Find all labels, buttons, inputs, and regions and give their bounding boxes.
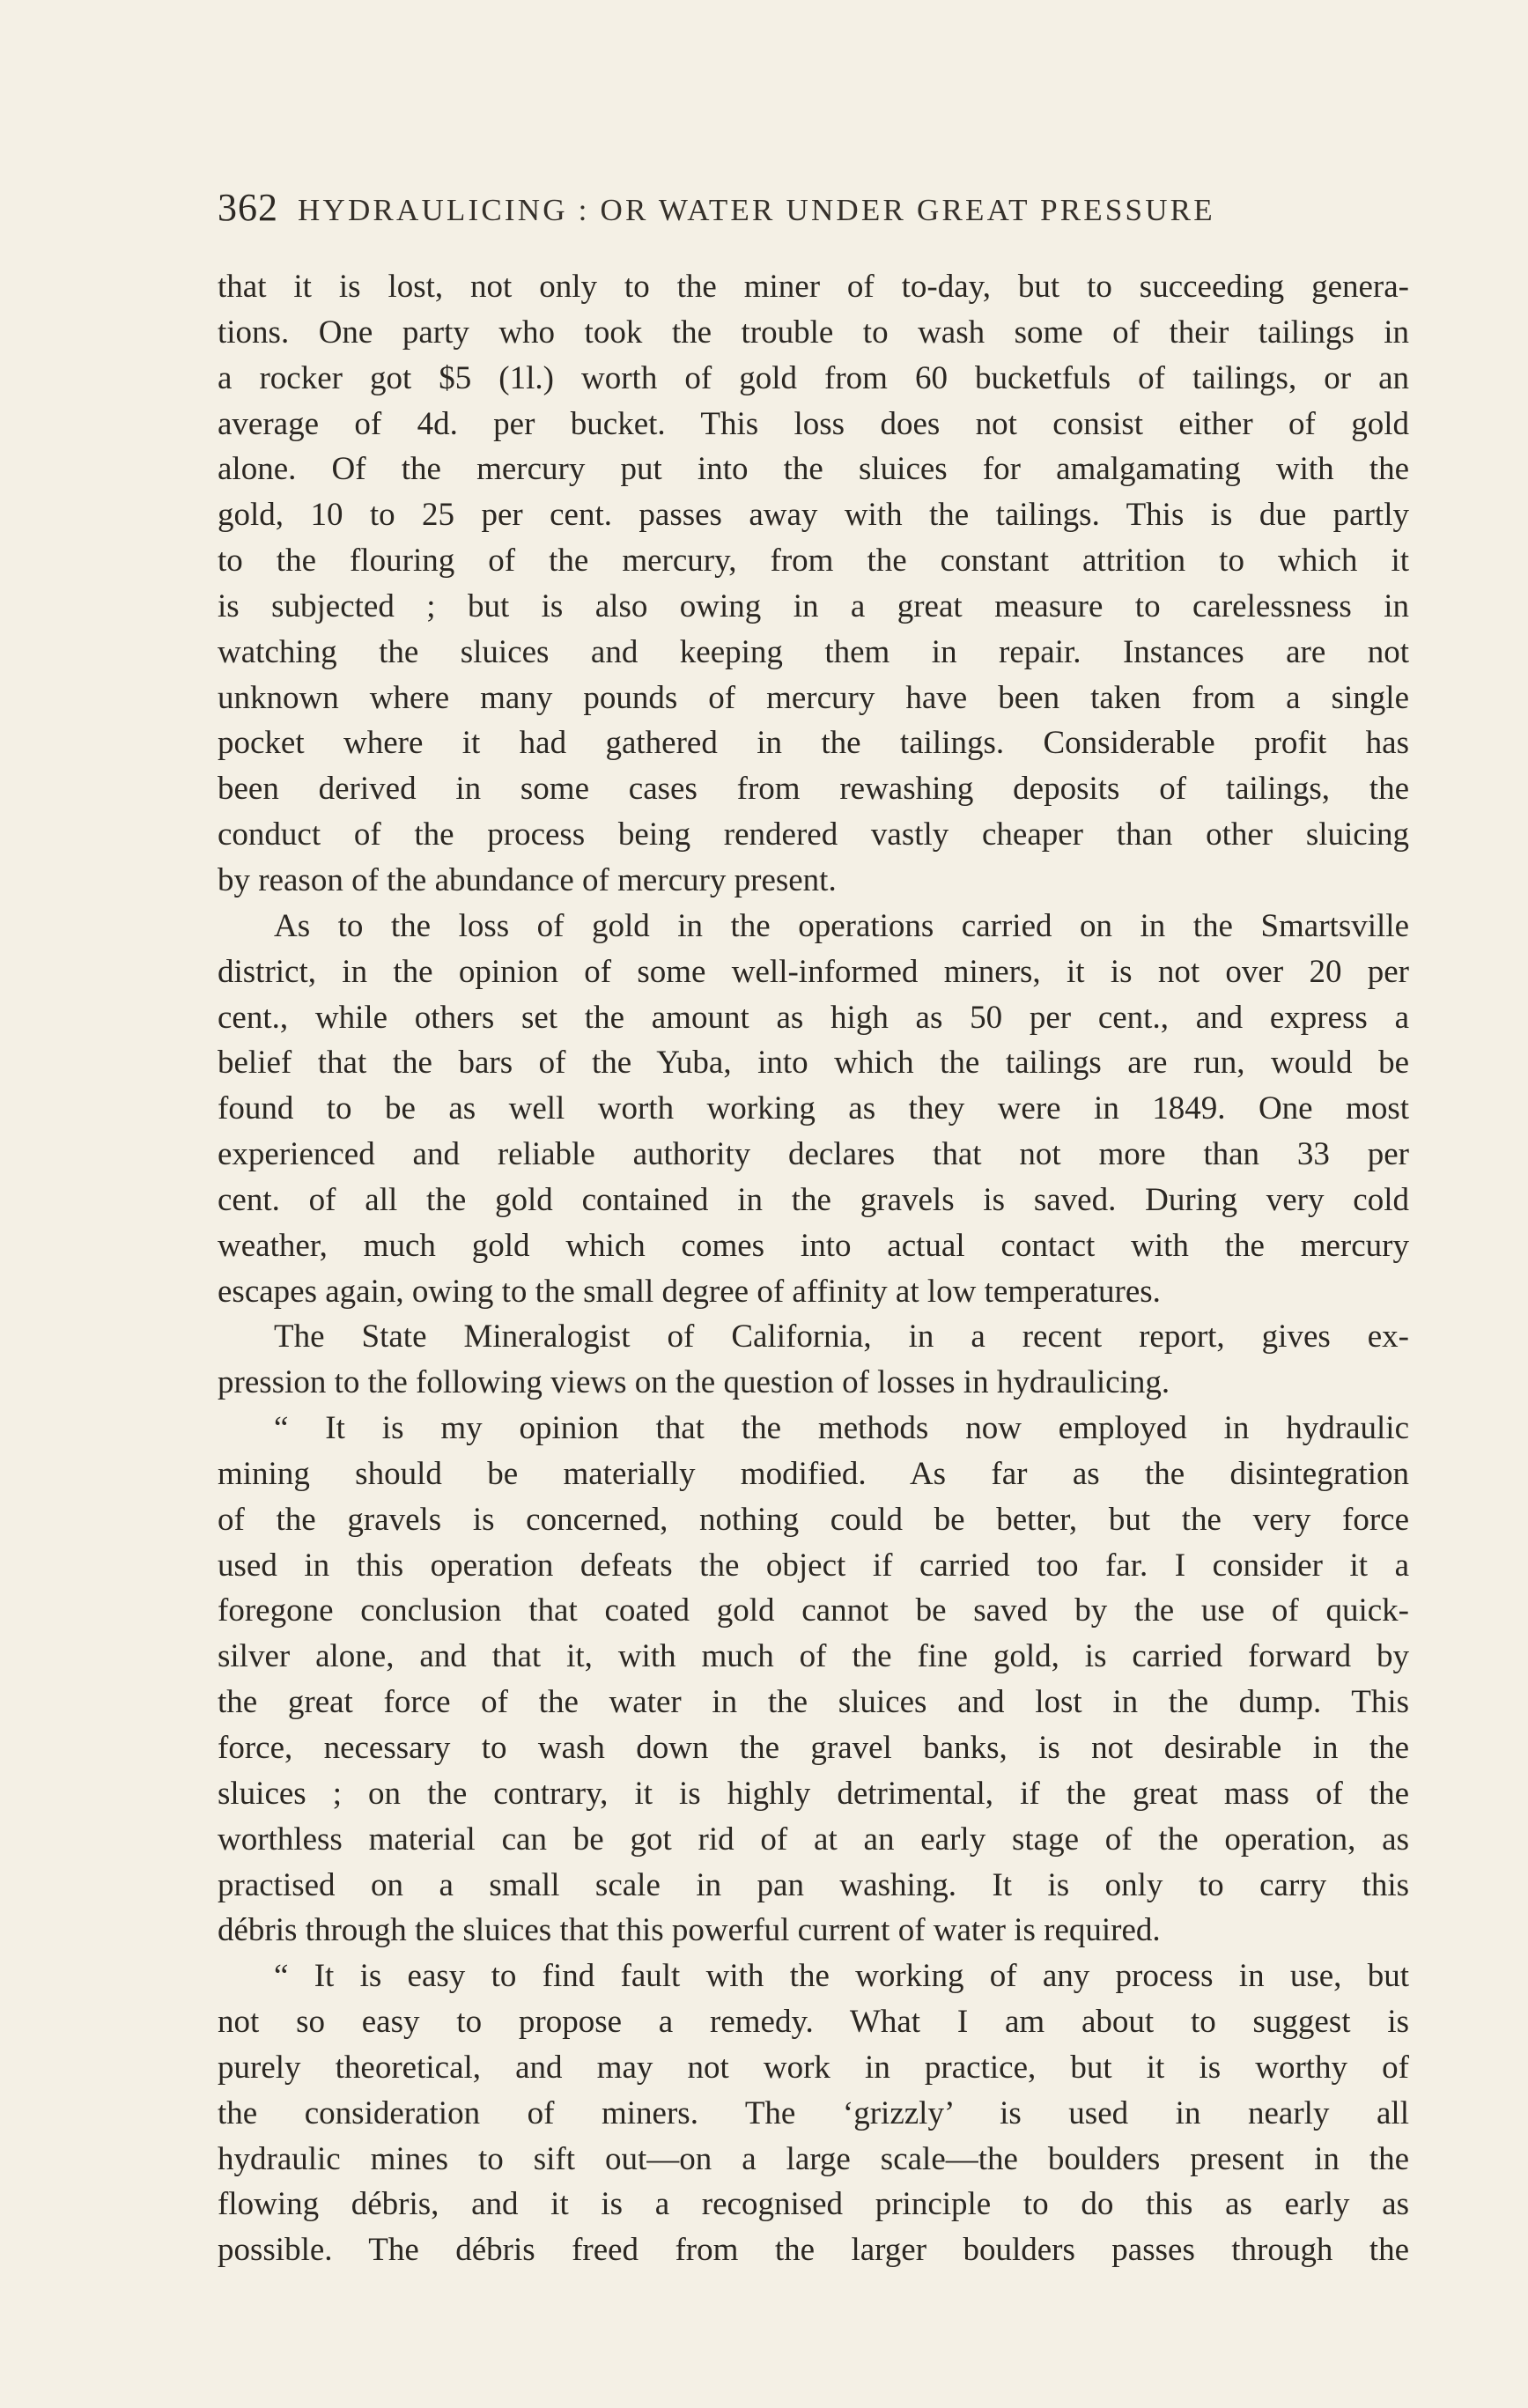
page-header — [218, 185, 1389, 238]
text-line: watching the sluices and keeping them in repair. Instances are not — [218, 633, 1409, 670]
text-line: mining should be materially modified. As far as the disintegration — [218, 1455, 1409, 1492]
text-line: practised on a small scale in pan washing. It is only to carry this — [218, 1866, 1409, 1903]
text-line: tions. One party who took the trouble to wash some of their tailings in — [218, 314, 1409, 351]
text-line: cent. of all the gold contained in the gravels is saved. During very cold — [218, 1181, 1409, 1218]
body-text — [218, 264, 1409, 2273]
text-line: escapes again, owing to the small degree of affinity at low temperatures. — [218, 1273, 1161, 1310]
text-line: sluices ; on the contrary, it is highly detrimental, if the great mass of the — [218, 1775, 1409, 1812]
text-line: used in this operation defeats the object if carried too far. I consider it a — [218, 1547, 1409, 1584]
text-line: the great force of the water in the sluices and lost in the dump. This — [218, 1684, 1409, 1721]
text-line: foregone conclusion that coated gold cannot be saved by the use of quick- — [218, 1592, 1409, 1629]
text-line: cent., while others set the amount as high as 50 per cent., and express a — [218, 999, 1409, 1036]
text-line: weather, much gold which comes into actual contact with the mercury — [218, 1227, 1409, 1264]
text-line: a rocker got $5 (1l.) worth of gold from 60 bucketfuls of tailings, or an — [218, 359, 1409, 396]
text-line: district, in the opinion of some well-informed miners, it is not over 20 per — [218, 953, 1409, 990]
text-line: found to be as well worth working as they were in 1849. One most — [218, 1090, 1409, 1127]
text-line: “ It is easy to find fault with the working of any process in use, but — [274, 1958, 1409, 1995]
text-line: silver alone, and that it, with much of the fine gold, is carried forward by — [218, 1638, 1409, 1675]
text-line: been derived in some cases from rewashing deposits of tailings, the — [218, 771, 1409, 808]
text-line: not so easy to propose a remedy. What I am about to suggest is — [218, 2004, 1409, 2041]
text-line: possible. The débris freed from the larger boulders passes through the — [218, 2232, 1409, 2269]
text-line: of the gravels is concerned, nothing could be better, but the very force — [218, 1501, 1409, 1538]
running-head: HYDRAULICING : OR WATER UNDER GREAT PRESSURE — [298, 193, 1215, 227]
text-line: the consideration of miners. The ‘grizzly’ is used in nearly all — [218, 2094, 1409, 2131]
text-line: is subjected ; but is also owing in a great measure to carelessness in — [218, 587, 1409, 624]
text-line: conduct of the process being rendered vastly cheaper than other sluicing — [218, 816, 1409, 853]
text-line: that it is lost, not only to the miner of to-day, but to succeeding genera- — [218, 269, 1409, 305]
text-line: gold, 10 to 25 per cent. passes away with the tailings. This is due partly — [218, 497, 1409, 534]
text-line: worthless material can be got rid of at an early stage of the operation, as — [218, 1821, 1409, 1858]
text-line: experienced and reliable authority declares that not more than 33 per — [218, 1136, 1409, 1173]
text-line: purely theoretical, and may not work in practice, but it is worthy of — [218, 2049, 1409, 2086]
text-line: pocket where it had gathered in the tailings. Considerable profit has — [218, 725, 1409, 762]
text-line: flowing débris, and it is a recognised principle to do this as early as — [218, 2186, 1409, 2223]
page-number: 362 — [218, 186, 278, 229]
text-line: force, necessary to wash down the gravel banks, is not desirable in the — [218, 1730, 1409, 1766]
text-line: by reason of the abundance of mercury present. — [218, 861, 837, 898]
text-line: débris through the sluices that this powerful current of water is required. — [218, 1912, 1161, 1949]
text-line: hydraulic mines to sift out—on a large scale—the boulders present in the — [218, 2140, 1409, 2177]
text-line: pression to the following views on the question of losses in hydraulicing. — [218, 1364, 1170, 1401]
text-line: average of 4d. per bucket. This loss does not consist either of gold — [218, 405, 1409, 442]
text-line: “ It is my opinion that the methods now employed in hydraulic — [274, 1410, 1409, 1447]
text-line: to the flouring of the mercury, from the constant attrition to which it — [218, 543, 1409, 580]
text-line: As to the loss of gold in the operations carried on in the Smartsville — [274, 907, 1409, 944]
text-line: unknown where many pounds of mercury have been taken from a single — [218, 679, 1409, 716]
text-line: alone. Of the mercury put into the sluices for amalgamating with the — [218, 451, 1409, 488]
text-line: belief that the bars of the Yuba, into which the tailings are run, would be — [218, 1045, 1409, 1082]
text-line: The State Mineralogist of California, in a recent report, gives ex- — [274, 1318, 1409, 1355]
